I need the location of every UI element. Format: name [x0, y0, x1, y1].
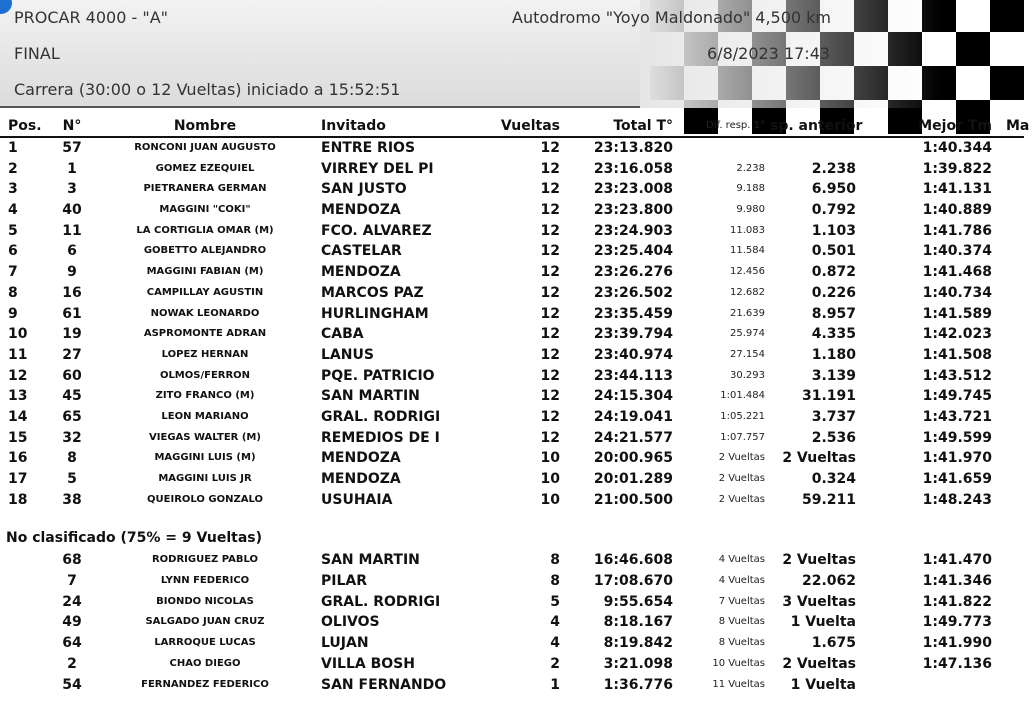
table-row: [0, 428, 1024, 449]
row-dif-first: 2.238: [736, 162, 765, 174]
row-total: 20:00.965: [593, 450, 673, 467]
row-num: 54: [62, 676, 82, 693]
report-datetime: 6/8/2023 17:43: [707, 44, 831, 63]
row-best: 1:41.970: [922, 450, 992, 467]
row-guest: GRAL. RODRIGI: [321, 408, 441, 425]
row-name: LA CORTIGLIA OMAR (M): [136, 224, 274, 236]
row-pos: 4: [8, 202, 18, 219]
row-num: 61: [62, 305, 82, 322]
row-laps: 12: [540, 388, 560, 405]
row-best: 1:40.344: [922, 140, 992, 156]
row-pos: 8: [8, 284, 18, 301]
row-dif-prev: 0.226: [811, 284, 856, 301]
row-name: SALGADO JUAN CRUZ: [145, 616, 265, 628]
row-dif-first: 8 Vueltas: [718, 616, 765, 628]
row-best: 1:43.721: [922, 408, 992, 425]
not-classified-list: [0, 550, 1024, 695]
row-total: 23:13.820: [593, 140, 673, 156]
row-guest: REMEDIOS DE I: [321, 429, 440, 446]
row-num: 19: [62, 326, 82, 343]
row-name: LOPEZ HERNAN: [161, 348, 249, 360]
row-guest: OLIVOS: [321, 614, 380, 631]
row-pos: 18: [8, 491, 28, 508]
row-num: 16: [62, 284, 82, 301]
row-laps: 12: [540, 284, 560, 301]
row-pos: 10: [8, 326, 28, 343]
row-guest: USUHAIA: [321, 491, 393, 508]
row-dif-first: 2 Vueltas: [718, 473, 765, 484]
row-num: 7: [67, 573, 77, 590]
row-guest: PILAR: [321, 573, 368, 590]
table-row: [0, 241, 1024, 262]
row-total: 17:08.670: [593, 573, 673, 590]
row-guest: MENDOZA: [321, 450, 401, 467]
col-extra: Ma: [1006, 118, 1030, 134]
col-laps: Vueltas: [500, 118, 560, 134]
row-laps: 12: [540, 264, 560, 281]
row-pos: 7: [8, 264, 18, 281]
row-guest: SAN MARTIN: [321, 388, 420, 405]
row-name: PIETRANERA GERMAN: [143, 183, 267, 195]
row-pos: 13: [8, 388, 28, 405]
row-best: 1:41.822: [922, 593, 992, 610]
not-classified-section: [0, 510, 1024, 550]
col-dif-first: Dif. resp. 1°: [706, 120, 765, 131]
row-best: 1:41.786: [922, 222, 992, 239]
row-dif-first: 30.293: [730, 369, 765, 381]
row-dif-first: 12.456: [730, 266, 765, 278]
row-dif-prev: 1 Vuelta: [790, 614, 856, 631]
row-laps: 12: [540, 408, 560, 425]
row-best: 1:40.374: [922, 243, 992, 260]
row-dif-prev: 2 Vueltas: [782, 552, 856, 569]
row-total: 23:39.794: [593, 326, 673, 343]
row-dif-prev: 2 Vueltas: [782, 450, 856, 467]
row-num: 45: [62, 388, 82, 405]
row-dif-prev: 1.103: [811, 222, 856, 239]
row-name: MAGGINI "COKI": [159, 204, 251, 216]
row-best: 1:39.822: [922, 160, 992, 177]
table-row: [0, 283, 1024, 304]
row-dif-first: 1:01.484: [720, 390, 765, 402]
row-dif-first: 25.974: [730, 328, 765, 340]
row-pos: 14: [8, 408, 28, 425]
row-name: GOBETTO ALEJANDRO: [143, 245, 267, 257]
row-total: 24:15.304: [593, 388, 673, 405]
row-dif-first: 11.083: [730, 224, 765, 236]
row-total: 23:44.113: [593, 367, 673, 384]
track-name: Autodromo "Yoyo Maldonado" 4,500 km: [512, 8, 831, 27]
row-name: QUEIROLO GONZALO: [147, 493, 263, 505]
row-pos: 15: [8, 429, 28, 446]
table-row: [0, 633, 1024, 654]
table-row: [0, 571, 1024, 592]
row-laps: 8: [550, 552, 560, 569]
row-name: ZITO FRANCO (M): [155, 390, 255, 402]
row-num: 57: [62, 140, 82, 156]
row-best: 1:49.773: [922, 614, 992, 631]
row-dif-first: 27.154: [730, 348, 765, 360]
row-laps: 8: [550, 573, 560, 590]
row-dif-first: 1:05.221: [720, 410, 765, 422]
row-name: MAGGINI LUIS JR: [158, 473, 252, 484]
series-title: PROCAR 4000 - "A": [14, 8, 169, 27]
row-num: 68: [62, 552, 82, 569]
row-num: 65: [62, 408, 82, 425]
row-best: 1:41.468: [922, 264, 992, 281]
row-best: 1:40.889: [922, 202, 992, 219]
row-laps: 12: [540, 429, 560, 446]
row-guest: FCO. ALVAREZ: [321, 222, 432, 239]
classified-list: [0, 138, 1024, 510]
row-name: MAGGINI FABIAN (M): [146, 266, 264, 278]
row-name: OLMOS/FERRON: [159, 369, 251, 381]
row-laps: 12: [540, 367, 560, 384]
row-dif-prev: 1.675: [811, 635, 856, 652]
row-dif-first: 1:07.757: [720, 431, 765, 443]
row-pos: 11: [8, 346, 28, 363]
row-total: 23:23.008: [593, 181, 673, 198]
row-laps: 12: [540, 326, 560, 343]
row-num: 38: [62, 491, 82, 508]
row-laps: 12: [540, 305, 560, 322]
row-total: 1:36.776: [603, 676, 673, 693]
row-total: 23:24.903: [593, 222, 673, 239]
row-best: 1:42.023: [922, 326, 992, 343]
row-name: FERNANDEZ FEDERICO: [141, 678, 269, 690]
row-num: 9: [67, 264, 77, 281]
row-total: 9:55.654: [603, 593, 673, 610]
row-name: GOMEZ EZEQUIEL: [155, 162, 255, 174]
flag-square: [990, 66, 1024, 100]
row-dif-prev: 4.335: [811, 326, 856, 343]
row-dif-prev: 22.062: [801, 573, 856, 590]
race-info: Carrera (30:00 o 12 Vueltas) iniciado a 15:52:51: [14, 80, 401, 99]
row-laps: 12: [540, 160, 560, 177]
table-header: [0, 112, 1030, 138]
row-num: 24: [62, 593, 82, 610]
row-num: 27: [62, 346, 82, 363]
row-pos: 9: [8, 305, 18, 322]
table-row: [0, 179, 1024, 200]
row-total: 23:40.974: [593, 346, 673, 363]
row-best: 1:41.131: [922, 181, 992, 198]
col-guest: Invitado: [321, 118, 386, 134]
row-laps: 12: [540, 140, 560, 156]
row-pos: 1: [8, 140, 18, 156]
row-guest: GRAL. RODRIGI: [321, 593, 441, 610]
row-laps: 12: [540, 346, 560, 363]
row-dif-prev: 3.737: [811, 408, 856, 425]
row-best: 1:49.599: [922, 429, 992, 446]
row-guest: MENDOZA: [321, 264, 401, 281]
row-dif-first: 11.584: [730, 245, 765, 257]
table-row: [0, 448, 1024, 469]
table-row: [0, 366, 1024, 387]
results-header: [0, 0, 1024, 108]
row-num: 40: [62, 202, 82, 219]
table-row: [0, 324, 1024, 345]
row-laps: 10: [540, 491, 560, 508]
flag-square: [990, 32, 1024, 66]
row-name: RODRIGUEZ PABLO: [151, 554, 259, 566]
row-dif-first: 7 Vueltas: [718, 595, 765, 607]
table-row: [0, 304, 1024, 325]
row-dif-prev: 3.139: [811, 367, 856, 384]
not-classified-title: No clasificado (75% = 9 Vueltas): [6, 530, 262, 547]
col-name: Nombre: [173, 118, 237, 134]
row-dif-first: 11 Vueltas: [712, 678, 765, 690]
row-guest: SAN MARTIN: [321, 552, 420, 569]
row-guest: LANUS: [321, 346, 374, 363]
row-guest: VILLA BOSH: [321, 655, 415, 672]
row-guest: ENTRE RIOS: [321, 140, 416, 156]
flag-square: [956, 66, 990, 100]
session-label: FINAL: [14, 44, 60, 63]
row-num: 2: [67, 655, 77, 672]
row-name: CAMPILLAY AGUSTIN: [146, 286, 264, 298]
row-name: NOWAK LEONARDO: [150, 307, 260, 319]
row-best: 1:41.470: [922, 552, 992, 569]
row-dif-prev: 31.191: [801, 388, 856, 405]
row-dif-prev: 0.501: [811, 243, 856, 260]
row-dif-first: 8 Vueltas: [718, 637, 765, 649]
table-row: [0, 550, 1024, 571]
row-total: 3:21.098: [603, 655, 673, 672]
row-total: 23:26.502: [593, 284, 673, 301]
row-dif-first: 21.639: [730, 307, 765, 319]
row-total: 23:26.276: [593, 264, 673, 281]
row-total: 8:19.842: [603, 635, 673, 652]
row-laps: 4: [550, 614, 560, 631]
row-laps: 5: [550, 593, 560, 610]
row-num: 6: [67, 243, 77, 260]
row-best: 1:41.589: [922, 305, 992, 322]
row-dif-first: 2 Vueltas: [718, 452, 765, 464]
row-dif-first: 10 Vueltas: [712, 657, 765, 669]
row-best: 1:40.734: [922, 284, 992, 301]
row-dif-prev: 2.238: [811, 160, 856, 177]
row-name: LYNN FEDERICO: [160, 575, 250, 587]
row-pos: 5: [8, 222, 18, 239]
row-total: 24:19.041: [593, 408, 673, 425]
row-laps: 1: [550, 676, 560, 693]
row-pos: 16: [8, 450, 28, 467]
table-row: [0, 675, 1024, 696]
row-dif-first: 4 Vueltas: [718, 575, 765, 587]
col-best: Mejor Tm: [918, 118, 992, 134]
row-dif-prev: 0.792: [811, 202, 856, 219]
row-best: 1:41.508: [922, 346, 992, 363]
table-row: [0, 490, 1024, 511]
row-best: 1:41.990: [922, 635, 992, 652]
row-guest: MARCOS PAZ: [321, 284, 424, 301]
row-num: 60: [62, 367, 82, 384]
row-dif-prev: 2.536: [811, 429, 856, 446]
results-table: [0, 112, 1030, 695]
row-name: CHAO DIEGO: [169, 657, 241, 669]
row-total: 16:46.608: [593, 552, 673, 569]
row-num: 11: [62, 222, 82, 239]
row-total: 23:23.800: [593, 202, 673, 219]
row-best: 1:41.659: [922, 471, 992, 487]
row-name: LARROQUE LUCAS: [154, 637, 256, 649]
table-row: [0, 592, 1024, 613]
row-pos: 17: [8, 471, 28, 487]
table-row: [0, 469, 1024, 490]
row-dif-prev: 1.180: [811, 346, 856, 363]
row-dif-prev: 0.872: [811, 264, 856, 281]
table-row: [0, 345, 1024, 366]
row-laps: 10: [540, 450, 560, 467]
row-pos: 6: [8, 243, 18, 260]
col-total: Total T°: [613, 118, 673, 134]
row-guest: SAN JUSTO: [321, 181, 407, 198]
row-total: 23:25.404: [593, 243, 673, 260]
table-row: [0, 159, 1024, 180]
row-best: 1:47.136: [922, 655, 992, 672]
row-dif-prev: 1 Vuelta: [790, 676, 856, 693]
col-pos: Pos.: [8, 118, 42, 134]
col-num: N°: [62, 118, 82, 134]
row-name: BIONDO NICOLAS: [156, 595, 254, 607]
row-name: LEON MARIANO: [161, 410, 249, 422]
row-dif-prev: 3 Vueltas: [782, 593, 856, 610]
row-dif-first: 12.682: [730, 286, 765, 298]
row-laps: 12: [540, 202, 560, 219]
row-dif-first: 9.188: [736, 183, 765, 195]
flag-square: [990, 0, 1024, 32]
row-dif-prev: 8.957: [811, 305, 856, 322]
row-best: 1:49.745: [922, 388, 992, 405]
row-laps: 12: [540, 222, 560, 239]
table-row: [0, 612, 1024, 633]
row-guest: PQE. PATRICIO: [321, 367, 435, 384]
row-laps: 10: [540, 471, 560, 487]
row-laps: 4: [550, 635, 560, 652]
row-laps: 12: [540, 243, 560, 260]
row-dif-prev: 6.950: [811, 181, 856, 198]
row-dif-prev: 2 Vueltas: [782, 655, 856, 672]
row-guest: LUJAN: [321, 635, 369, 652]
row-name: ASPROMONTE ADRAN: [143, 328, 267, 340]
flag-square: [956, 0, 990, 32]
row-name: RONCONI JUAN AUGUSTO: [134, 142, 276, 153]
row-dif-first: 9.980: [736, 204, 765, 216]
row-num: 5: [67, 471, 77, 487]
row-guest: CABA: [321, 326, 364, 343]
table-row: [0, 262, 1024, 283]
row-best: 1:43.512: [922, 367, 992, 384]
row-guest: MENDOZA: [321, 202, 401, 219]
row-dif-prev: 0.324: [811, 471, 856, 487]
row-pos: 3: [8, 181, 18, 198]
row-num: 49: [62, 614, 82, 631]
row-name: VIEGAS WALTER (M): [149, 431, 261, 443]
row-num: 3: [67, 181, 77, 198]
row-guest: MENDOZA: [321, 471, 401, 487]
table-row: [0, 138, 1024, 159]
table-row: [0, 221, 1024, 242]
row-guest: VIRREY DEL PI: [321, 160, 434, 177]
row-best: 1:48.243: [922, 491, 992, 508]
row-guest: SAN FERNANDO: [321, 676, 447, 693]
row-pos: 2: [8, 160, 18, 177]
row-guest: HURLINGHAM: [321, 305, 429, 322]
table-row: [0, 200, 1024, 221]
row-num: 64: [62, 635, 82, 652]
row-dif-prev: 59.211: [801, 491, 856, 508]
table-row: [0, 654, 1024, 675]
row-total: 21:00.500: [593, 491, 673, 508]
row-dif-first: 2 Vueltas: [718, 493, 765, 505]
row-num: 32: [62, 429, 82, 446]
row-num: 8: [67, 450, 77, 467]
row-pos: 12: [8, 367, 28, 384]
row-laps: 2: [550, 655, 560, 672]
row-name: MAGGINI LUIS (M): [154, 452, 256, 464]
row-dif-first: 4 Vueltas: [718, 554, 765, 566]
row-laps: 12: [540, 181, 560, 198]
table-row: [0, 407, 1024, 428]
row-total: 20:01.289: [593, 471, 673, 487]
row-best: 1:41.346: [922, 573, 992, 590]
row-total: 24:21.577: [593, 429, 673, 446]
row-total: 23:16.058: [593, 160, 673, 177]
flag-square: [956, 32, 990, 66]
table-row: [0, 386, 1024, 407]
col-dif-prev: sp. anterior: [770, 118, 863, 134]
row-num: 1: [67, 160, 77, 177]
row-guest: CASTELAR: [321, 243, 402, 260]
row-total: 23:35.459: [593, 305, 673, 322]
row-total: 8:18.167: [603, 614, 673, 631]
